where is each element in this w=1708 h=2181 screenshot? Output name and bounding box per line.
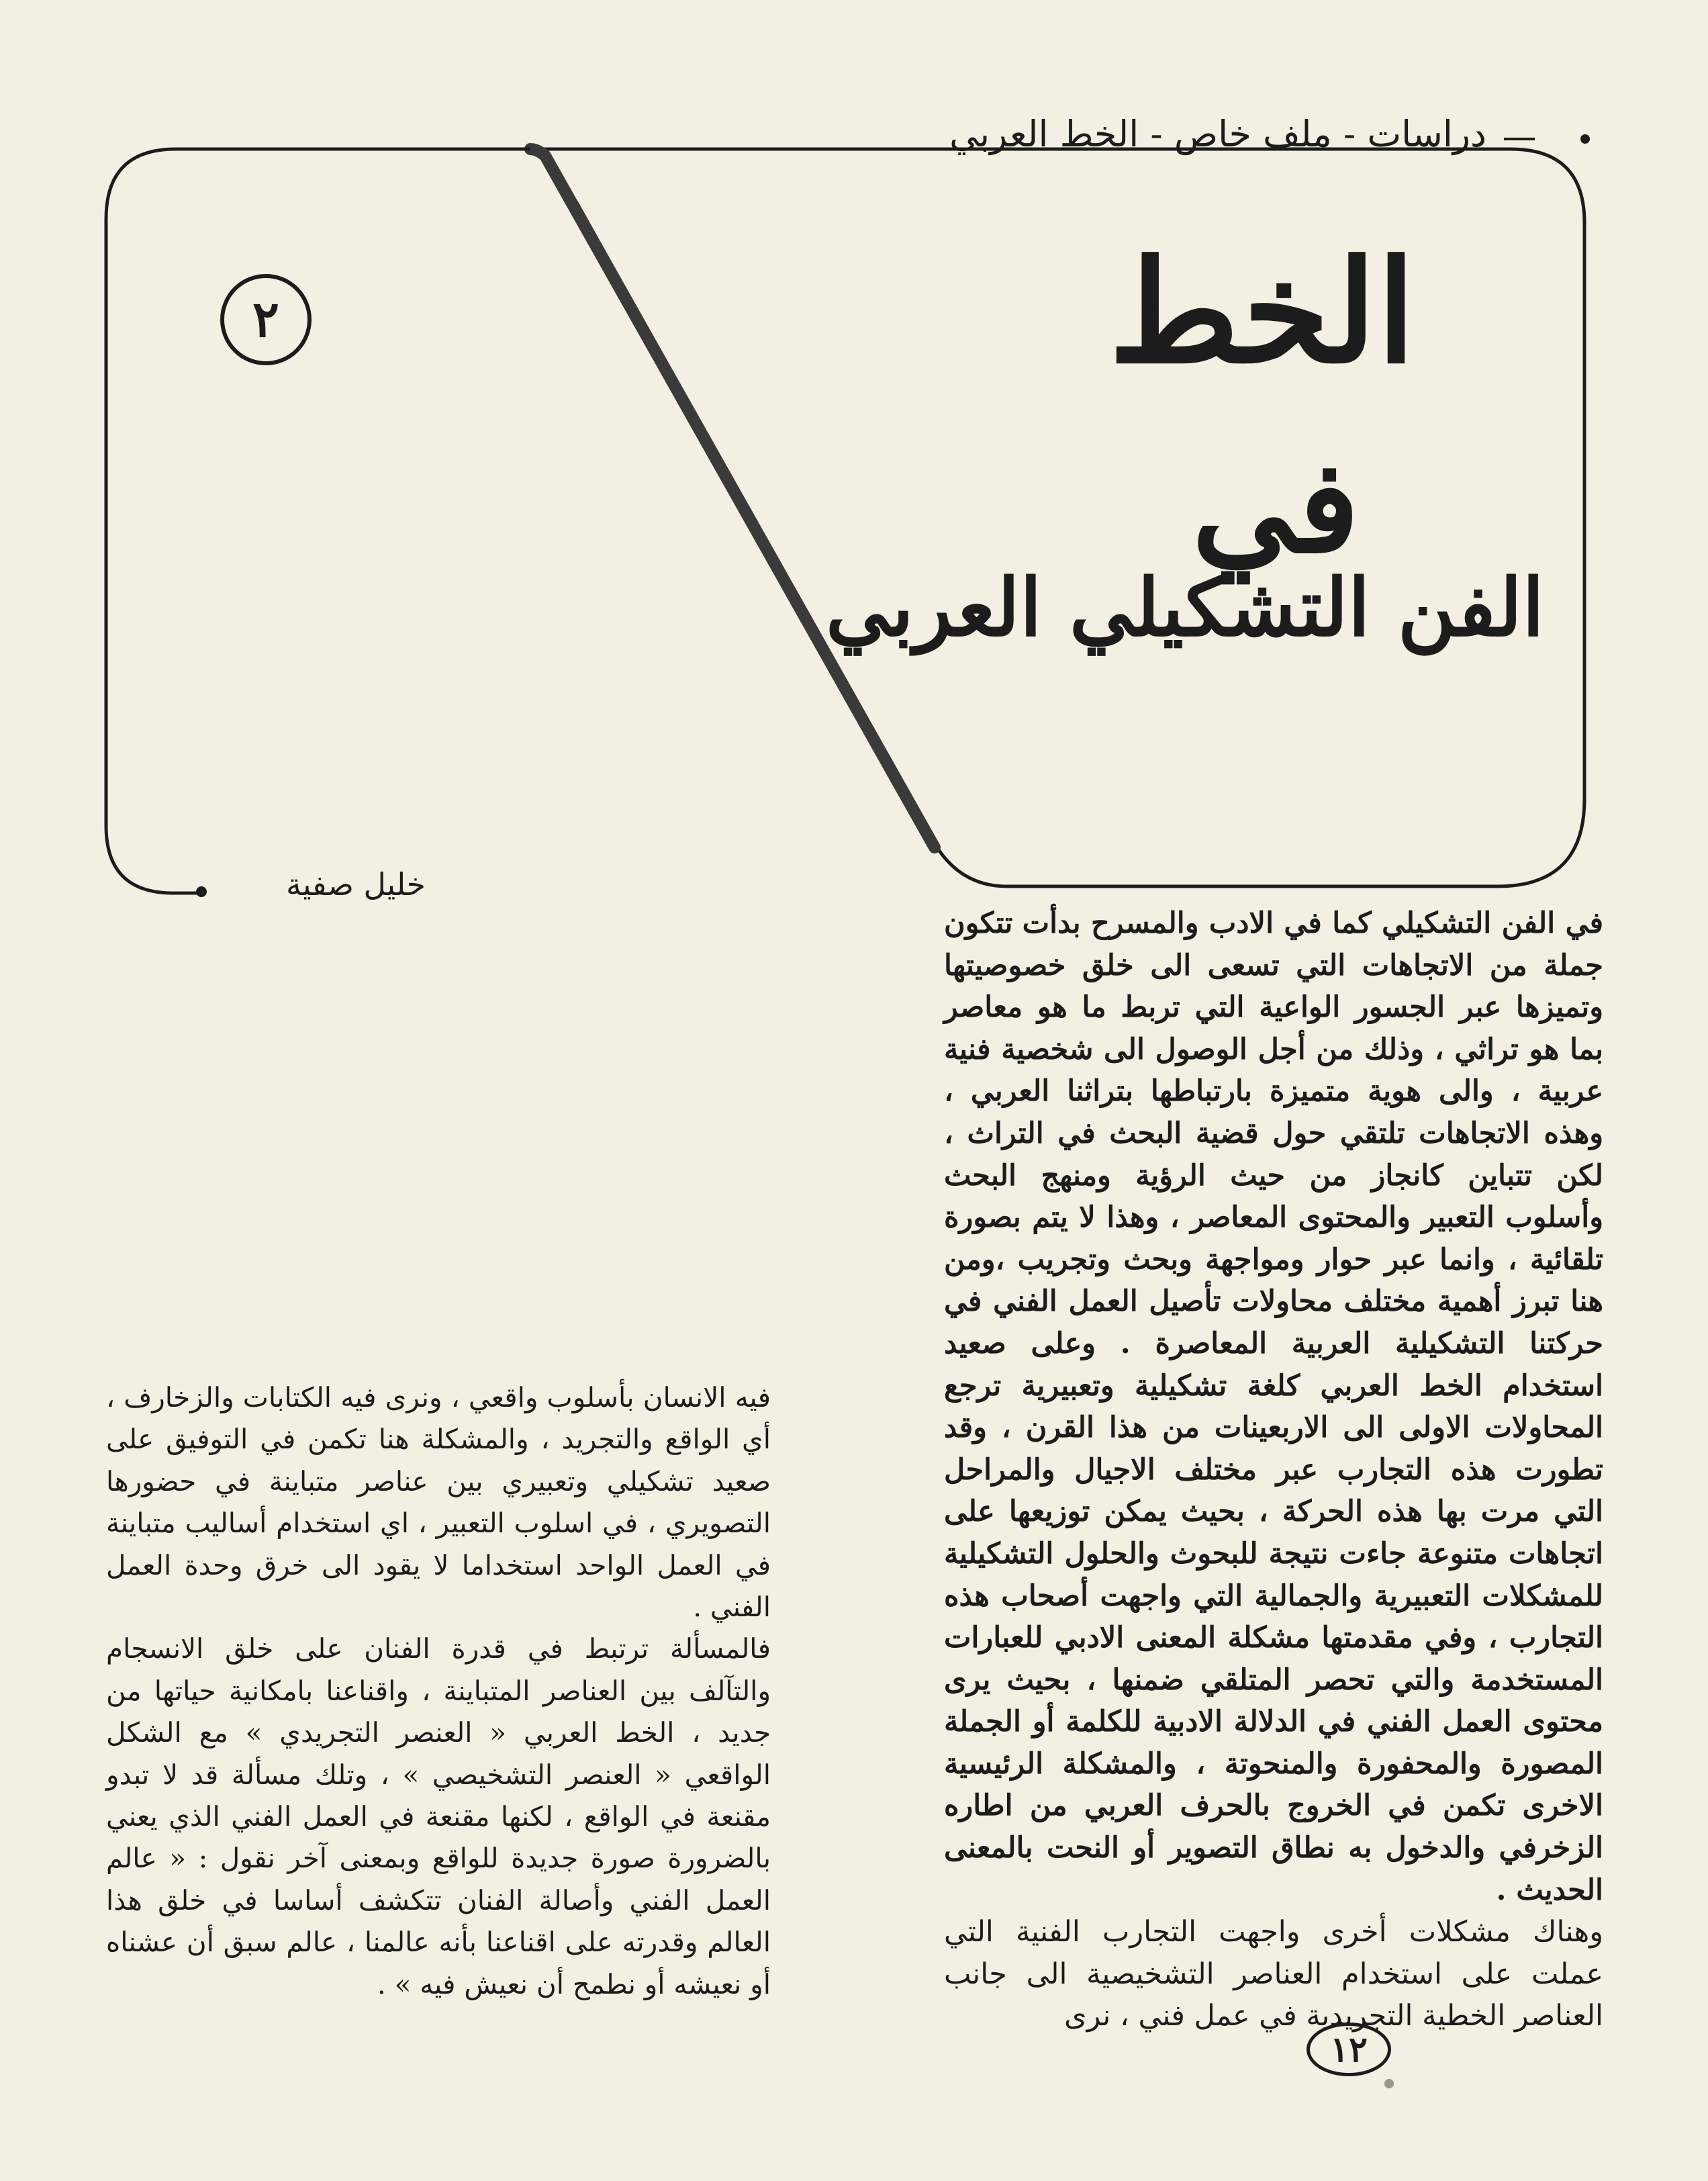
title-line-3: الفن التشكيلي العربي xyxy=(825,561,1544,654)
title-line-1: الخط xyxy=(1108,229,1416,395)
paragraph-4: فالمسألة ترتبط في قدرة الفنان على خلق الانسجام والتآلف بين العناصر المتباينة ، واقناعنا بامكانية حياتها من جديد ، الخط العربي « العنصر التجريدي » مع الشكل الواقعي « العنصر التشخيصي » ، وتلك مسألة قد لا تبدو مقنعة في الواقع ، لكنها مقنعة في العمل الفني الذي يعني بالضرورة صورة جديدة للواقع وبمعنى آخر نقول : « عالم العمل الفني وأصالة الفنان تتكشف أساسا في خلق هذا العالم وقدرته على اقناعنا بأنه عالمنا ، عالم سبق أن عشناه أو نعيشه أو نطمح أن نعيش فيه » . xyxy=(106,1632,771,2000)
paragraph-2: وهناك مشكلات أخرى واجهت التجارب الفنية التي عملت على استخدام العناصر التشخيصية الى جانب العناصر الخطية التجريدية في عمل فني ، نرى xyxy=(944,1915,1603,2033)
body-column-left xyxy=(106,1377,771,2005)
body-column-right xyxy=(944,902,1603,2037)
author-dot xyxy=(196,886,207,897)
author-name: خليل صفية xyxy=(286,866,426,902)
paragraph-3: فيه الانسان بأسلوب واقعي ، ونرى فيه الكتابات والزخارف ، أي الواقع والتجريد ، والمشكلة هنا تكمن في التوفيق على صعيد تشكيلي وتعبيري بين عناصر متباينة في حضورها التصويري ، في اسلوب التعبير ، اي استخدام أساليب متباينة في العمل الواحد استخداما لا يقود الى خرق وحدة العمل الفني . xyxy=(106,1381,771,1624)
issue-number-badge: ٢ xyxy=(220,274,312,365)
paragraph-1 xyxy=(944,902,1603,1911)
print-speck xyxy=(1384,2079,1394,2088)
title-line-2: في xyxy=(1192,432,1360,582)
page-number: ١٢ xyxy=(1307,2023,1391,2076)
paragraph-1-body: تتكون جملة من الاتجاهات التي تسعى الى خلق خصوصيتها وتميزها عبر الجسور الواعية التي تربط ما هو معاصر بما هو تراثي ، وذلك من أجل الوصول الى شخصية فنية عربية ، والى هوية متميزة بارتباطها بتراثنا العربي ، وهذه الاتجاهات تلتقي حول قضية البحث في التراث ، لكن تتباين كانجاز من حيث الرؤية ومنهج البحث وأسلوب التعبير والمحتوى المعاصر ، وهذا لا يتم بصورة تلقائية ، وانما عبر حوار ومواجهة وبحث وتجريب ،ومن هنا تبرز أهمية مختلف محاولات تأصيل العمل الفني في حركتنا التشكيلية العربية المعاصرة . وعلى صعيد استخدام الخط العربي كلغة تشكيلية وتعبيرية ترجع المحاولات الاولى الى الاربعينات من هذا القرن ، وقد تطورت هذه التجارب عبر مختلف الاجيال والمراحل التي مرت بها هذه الحركة ، بحيث يمكن توزيعها على اتجاهات متنوعة جاءت نتيجة للبحوث والحلول التشكيلية للمشكلات التعبيرية والجمالية التي واجهت أصحاب هذه التجارب ، وفي مقدمتها مشكلة المعنى الادبي للعبارات المستخدمة والتي تحصر المتلقي ضمنها ، بحيث يرى محتوى العمل الفني في الدلالة الادبية للكلمة أو الجملة المصورة والمحفورة والمنحوتة ، والمشكلة الرئيسية الاخرى تكمن في الخروج بالحرف العربي من اطاره الزخرفي والدخول به نطاق التصوير أو النحت بالمعنى الحديث . xyxy=(944,907,1603,1907)
paragraph-1-opening: في الفن التشكيلي كما في الادب والمسرح بدأت xyxy=(1022,907,1604,940)
section-header: دراسات - ملف خاص - الخط العربي xyxy=(949,113,1486,155)
